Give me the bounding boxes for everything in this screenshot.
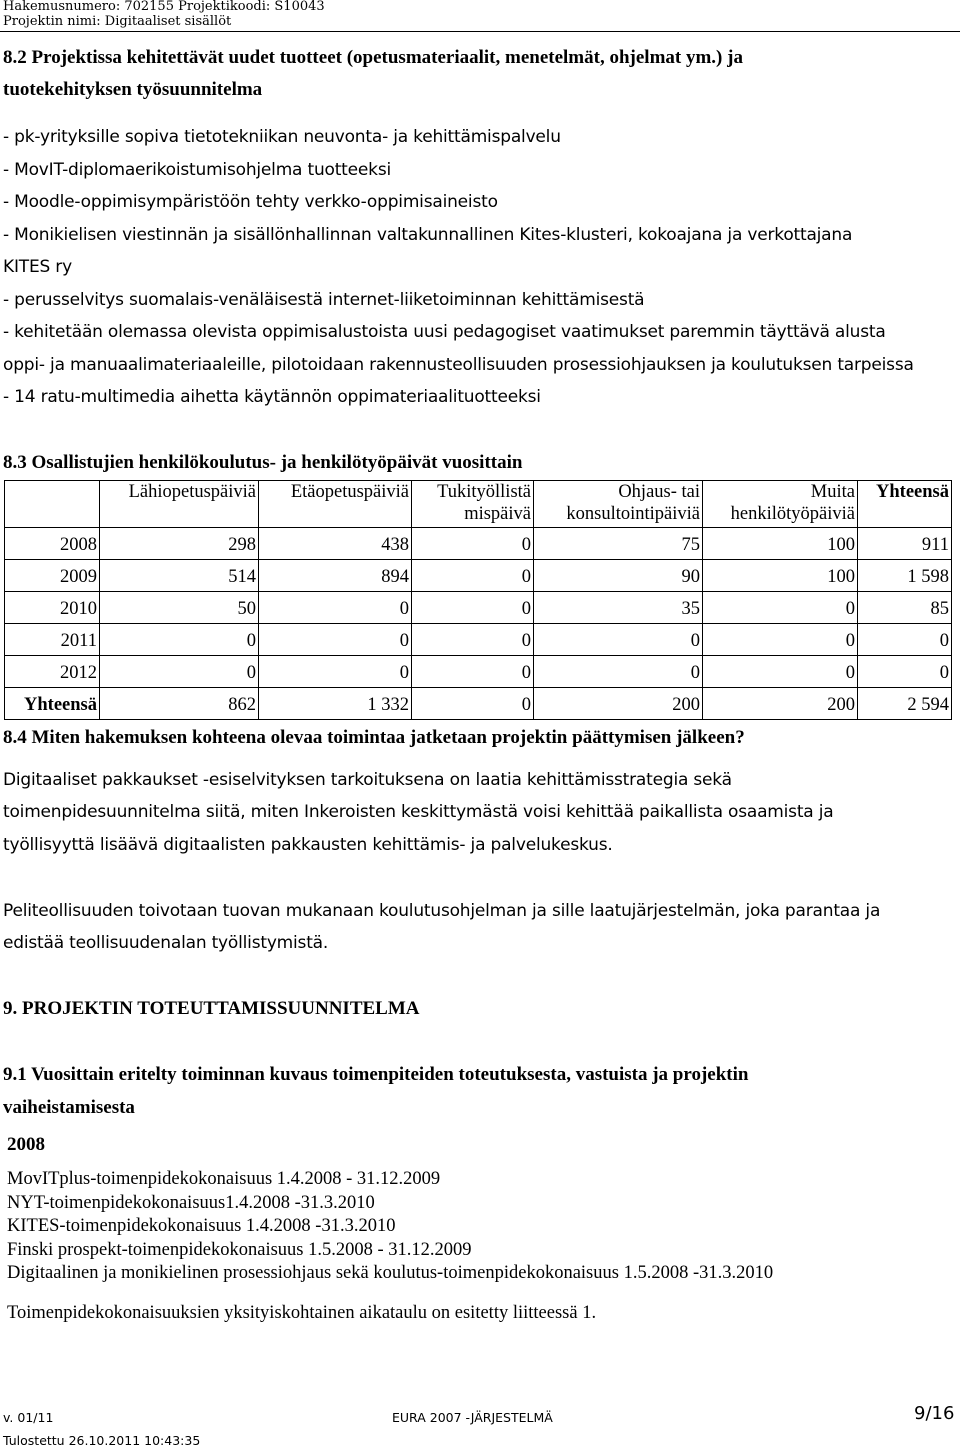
- list-item: NYT-toimenpidekokonaisuus1.4.2008 -31.3.2010: [7, 1192, 375, 1213]
- table-header-row: [5, 481, 952, 528]
- section-9-1-heading-line1: 9.1 Vuosittain eritelty toiminnan kuvaus toimenpiteiden toteutuksesta, vastuista ja projektin: [3, 1064, 749, 1085]
- table-cell: 100: [703, 560, 858, 592]
- table-cell: 75: [534, 528, 703, 560]
- table-row: [5, 592, 952, 624]
- table-cell: 0: [534, 656, 703, 688]
- table-cell: 0: [412, 592, 534, 624]
- header-divider: [0, 31, 960, 32]
- table-row: [5, 624, 952, 656]
- section-8-2-heading-line2: tuotekehityksen työsuunnitelma: [3, 79, 263, 100]
- list-item: KITES-toimenpidekokonaisuus 1.4.2008 -31.3.2010: [7, 1216, 396, 1236]
- table-header-cell: Tukityöllistä mispäivä: [412, 481, 534, 528]
- section-8-4-heading: 8.4 Miten hakemuksen kohteena olevaa toimintaa jatketaan projektin päättymisen jälkeen?: [3, 727, 745, 748]
- table-row: [5, 560, 952, 592]
- footer-version: v. 01/11: [3, 1410, 54, 1425]
- table-cell: 0: [412, 528, 534, 560]
- table-cell: 911: [858, 528, 952, 560]
- table-cell: 1 332: [259, 688, 412, 720]
- table-cell: 0: [100, 656, 259, 688]
- section-8-2-heading-line1: 8.2 Projektissa kehitettävät uudet tuotteet (opetusmateriaalit, menetelmät, ohjelmat ym.) ja: [3, 47, 743, 68]
- footer-printed: Tulostettu 26.10.2011 10:43:35: [3, 1433, 201, 1448]
- table-header-cell: Etäopetuspäiviä: [259, 481, 412, 528]
- table-header-cell: Lähiopetuspäiviä: [100, 481, 259, 528]
- table-header-cell: Ohjaus- tai konsultointipäiviä: [534, 481, 703, 528]
- table-cell: 2011: [5, 624, 100, 656]
- table-cell: 2010: [5, 592, 100, 624]
- list-item: - pk-yrityksille sopiva tietotekniikan neuvonta- ja kehittämispalvelu: [3, 127, 561, 147]
- table-cell: 2 594: [858, 688, 952, 720]
- table-cell: 0: [412, 688, 534, 720]
- table-cell: 0: [259, 624, 412, 656]
- table-cell: 0: [412, 624, 534, 656]
- section-9-1-heading-line2: vaiheistamisesta: [3, 1097, 135, 1118]
- list-item: MovITplus-toimenpidekokonaisuus 1.4.2008 - 31.12.2009: [7, 1169, 441, 1189]
- table-cell: 0: [703, 624, 858, 656]
- table-cell: 894: [259, 560, 412, 592]
- table-cell: 200: [534, 688, 703, 720]
- header-application-number: Hakemusnumero: 702155 Projektikoodi: S10043: [3, 0, 325, 14]
- list-item: - Monikielisen viestinnän ja sisällönhallinnan valtakunnallinen Kites-klusteri, kokoajana ja verkottajana: [3, 224, 853, 245]
- section-8-4-paragraph-2: [3, 895, 880, 960]
- list-item: KITES ry: [3, 257, 72, 277]
- table-cell: 0: [412, 560, 534, 592]
- footer-system: EURA 2007 -JÄRJESTELMÄ: [392, 1410, 553, 1425]
- year-heading: 2008: [7, 1134, 45, 1155]
- list-item: - Moodle-oppimisympäristöön tehty verkko-oppimisaineisto: [3, 192, 498, 212]
- table-row: [5, 656, 952, 688]
- table-cell: 90: [534, 560, 703, 592]
- table-cell: 1 598: [858, 560, 952, 592]
- table-header-cell: Muita henkilötyöpäiviä: [703, 481, 858, 528]
- table-cell: 298: [100, 528, 259, 560]
- table-header-cell: [5, 481, 100, 528]
- header-project-name: Projektin nimi: Digitaaliset sisällöt: [3, 14, 232, 29]
- table-total-row: [5, 688, 952, 720]
- table-cell: 0: [412, 656, 534, 688]
- table-cell: 0: [100, 624, 259, 656]
- list-item: Finski prospekt-toimenpidekokonaisuus 1.5.2008 - 31.12.2009: [7, 1239, 472, 1260]
- table-cell: 0: [259, 592, 412, 624]
- schedule-note: Toimenpidekokonaisuuksien yksityiskohtainen aikataulu on esitetty liitteessä 1.: [7, 1303, 597, 1323]
- paragraph-line: toimenpidesuunnitelma siitä, miten Inkeroisten keskittymästä voisi kehittää paikallista osaamista ja: [3, 802, 834, 823]
- table-cell: 0: [703, 592, 858, 624]
- paragraph-line: työllisyyttä lisäävä digitaalisten pakkausten kehittämis- ja palvelukeskus.: [3, 834, 613, 855]
- table-cell: 862: [100, 688, 259, 720]
- table-cell: 35: [534, 592, 703, 624]
- training-days-table: [4, 480, 952, 720]
- list-item: Digitaalinen ja monikielinen prosessiohjaus sekä koulutus-toimenpidekokonaisuus 1.5.2008 -31.3.2010: [7, 1263, 774, 1283]
- list-item: oppi- ja manuaalimateriaaleille, pilotoidaan rakennusteollisuuden prosessiohjauksen ja koulutuksen tarpeissa: [3, 354, 914, 375]
- section-8-3-heading: 8.3 Osallistujien henkilökoulutus- ja henkilötyöpäivät vuosittain: [3, 452, 523, 473]
- table-cell: 50: [100, 592, 259, 624]
- section-8-2-list: [3, 121, 914, 414]
- table-cell: 2012: [5, 656, 100, 688]
- list-item: - MovIT-diplomaerikoistumisohjelma tuotteeksi: [3, 159, 391, 180]
- footer-page-number: 9/16: [914, 1403, 955, 1424]
- table-header-cell: Yhteensä: [858, 481, 952, 528]
- table-cell: 2008: [5, 528, 100, 560]
- table-cell: 0: [259, 656, 412, 688]
- list-item: - kehitetään olemassa olevista oppimisalustoista uusi pedagogiset vaatimukset paremmin täyttävä alusta: [3, 322, 886, 342]
- measures-list: [7, 1168, 773, 1286]
- table-cell: 0: [534, 624, 703, 656]
- table-cell: 0: [858, 624, 952, 656]
- table-cell: 514: [100, 560, 259, 592]
- table-cell: 0: [858, 656, 952, 688]
- section-8-4-paragraph-1: [3, 764, 833, 861]
- table-row: [5, 528, 952, 560]
- paragraph-line: Digitaaliset pakkaukset -esiselvityksen tarkoituksena on laatia kehittämisstrategia sekä: [3, 770, 732, 790]
- table-cell: 2009: [5, 560, 100, 592]
- table-cell: 200: [703, 688, 858, 720]
- paragraph-line: edistää teollisuudenalan työllistymistä.: [3, 933, 329, 954]
- table-cell: Yhteensä: [5, 688, 100, 720]
- table-cell: 438: [259, 528, 412, 560]
- list-item: - perusselvitys suomalais-venäläisestä internet-liiketoiminnan kehittämisestä: [3, 289, 645, 310]
- paragraph-line: Peliteollisuuden toivotaan tuovan mukanaan koulutusohjelman ja sille laatujärjestelmän, joka parantaa ja: [3, 901, 881, 921]
- table-cell: 100: [703, 528, 858, 560]
- table-cell: 85: [858, 592, 952, 624]
- section-9-heading: 9. PROJEKTIN TOTEUTTAMISSUUNNITELMA: [3, 998, 420, 1019]
- table-cell: 0: [703, 656, 858, 688]
- list-item: - 14 ratu-multimedia aihetta käytännön oppimateriaalituotteeksi: [3, 387, 541, 407]
